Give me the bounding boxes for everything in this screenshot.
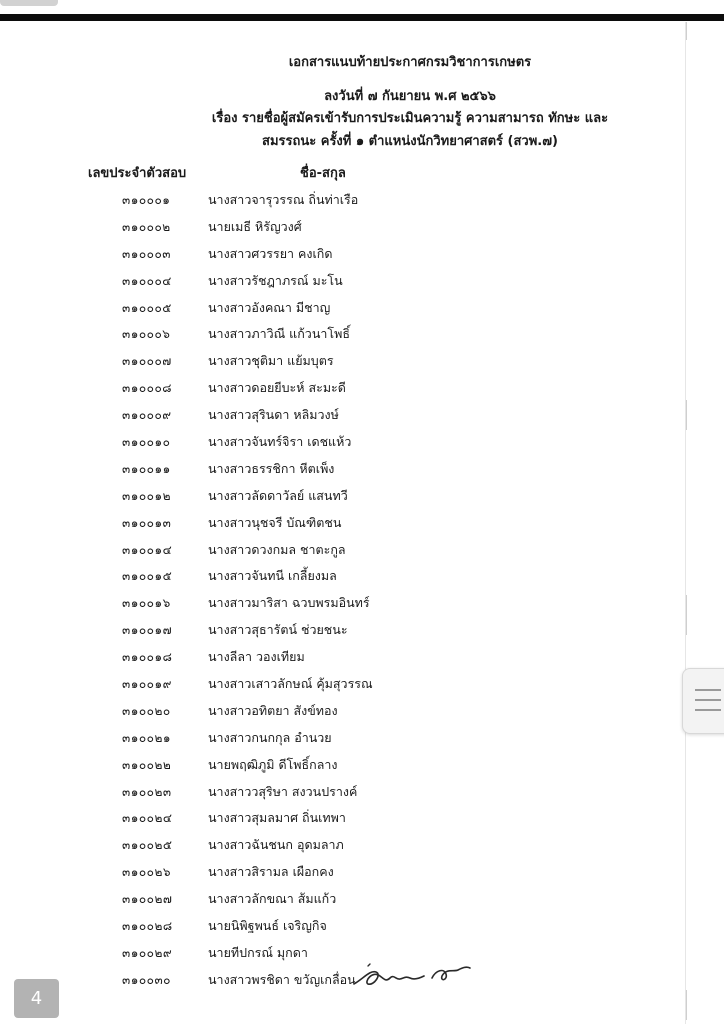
candidate-name: นางสาวสิรามล เผือกคง bbox=[208, 864, 334, 880]
table-row bbox=[0, 239, 724, 266]
exam-id: ๓๑๐๐๒๘ bbox=[122, 919, 173, 934]
candidate-name: นางสาวสุรินดา หลิมวงษ์ bbox=[208, 407, 339, 423]
table-row bbox=[0, 454, 724, 481]
exam-id: ๓๑๐๐๐๗ bbox=[122, 354, 172, 369]
candidate-name: นางสาวธรรชิกา หีตเพ็ง bbox=[208, 460, 335, 476]
exam-id: ๓๑๐๐๒๑ bbox=[122, 730, 171, 745]
exam-id: ๓๑๐๐๒๕ bbox=[122, 838, 173, 853]
exam-id: ๓๑๐๐๑๗ bbox=[122, 623, 173, 638]
exam-id: ๓๑๐๐๑๒ bbox=[122, 488, 171, 503]
candidate-name: นางสาววสุริษา สงวนปรางค์ bbox=[208, 783, 358, 799]
exam-id: ๓๑๐๐๐๑ bbox=[122, 193, 171, 207]
candidate-name: นางสาวลัดดาวัลย์ แสนทวี bbox=[208, 487, 348, 503]
exam-id: ๓๑๐๐๒๙ bbox=[122, 945, 173, 960]
exam-id: ๓๑๐๐๐๙ bbox=[122, 408, 172, 423]
table-row bbox=[0, 508, 724, 535]
edge-mark bbox=[686, 990, 687, 1020]
column-header-full-name: ชื่อ-สกุล bbox=[300, 166, 346, 181]
edge-mark bbox=[686, 22, 687, 40]
exam-id: ๓๑๐๐๒๗ bbox=[122, 892, 173, 907]
exam-id: ๓๑๐๐๑๖ bbox=[122, 596, 171, 611]
candidate-name: นางสาวสุธารัตน์ ช่วยชนะ bbox=[208, 622, 348, 638]
exam-id: ๓๑๐๐๒๖ bbox=[122, 865, 171, 880]
table-row bbox=[0, 588, 724, 615]
page-number-badge: 4 bbox=[14, 979, 59, 1018]
candidate-name: นางสาวนุชจรี บัณฑิตชน bbox=[208, 514, 342, 530]
candidate-name: นางสาวจารุวรรณ ถิ่นท่าเรือ bbox=[208, 192, 359, 207]
table-row bbox=[0, 293, 724, 320]
exam-id: ๓๑๐๐๒๒ bbox=[122, 757, 172, 772]
table-row bbox=[0, 857, 724, 884]
exam-id: ๓๑๐๐๐๕ bbox=[122, 300, 172, 315]
document-date: ลงวันที่ ๗ กันยายน พ.ศ ๒๕๖๖ bbox=[324, 89, 496, 104]
table-row bbox=[0, 884, 724, 911]
exam-id: ๓๑๐๐๑๕ bbox=[122, 569, 173, 584]
exam-id: ๓๑๐๐๑๓ bbox=[122, 515, 172, 530]
exam-id: ๓๑๐๐๑๙ bbox=[122, 677, 172, 692]
candidate-name: นางสาวจันทนี เกลี้ยงมล bbox=[208, 568, 337, 584]
table-row bbox=[0, 346, 724, 373]
candidate-name: นางสาวฉันชนก อุดมลาภ bbox=[208, 837, 344, 853]
candidate-list bbox=[0, 185, 724, 992]
exam-id: ๓๑๐๐๐๖ bbox=[122, 327, 171, 342]
table-row bbox=[0, 185, 724, 212]
exam-id: ๓๑๐๐๐๒ bbox=[122, 219, 171, 234]
table-row bbox=[0, 400, 724, 427]
table-row bbox=[0, 669, 724, 696]
table-row bbox=[0, 750, 724, 777]
candidate-name: นางสาวรัชฎาภรณ์ มะโน bbox=[208, 272, 343, 288]
table-row bbox=[0, 561, 724, 588]
candidate-name: นางสาวลักขณา ส้มแก้ว bbox=[208, 891, 337, 907]
candidate-name: นางสาวอทิตยา สังข์ทอง bbox=[208, 702, 338, 718]
candidate-name: นางสาวชุติมา แย้มบุตร bbox=[208, 353, 334, 369]
exam-id: ๓๑๐๐๐๓ bbox=[122, 246, 171, 261]
column-header-exam-id: เลขประจำตัวสอบ bbox=[88, 166, 187, 181]
candidate-name: นายเมธี หิรัญวงศ์ bbox=[208, 218, 302, 234]
table-row bbox=[0, 723, 724, 750]
exam-id: ๓๑๐๐๐๔ bbox=[122, 273, 172, 288]
table-row bbox=[0, 266, 724, 293]
table-row bbox=[0, 319, 724, 346]
table-row bbox=[0, 615, 724, 642]
exam-id: ๓๑๐๐๒๓ bbox=[122, 784, 172, 799]
candidate-name: นางสาวจันทร์จิรา เดชแห้ว bbox=[208, 434, 352, 450]
table-row bbox=[0, 830, 724, 857]
table-row bbox=[0, 212, 724, 239]
candidate-name: นางสาวเสาวลักษณ์ คุ้มสุวรรณ bbox=[208, 676, 373, 692]
candidate-name: นางสาวกนกกุล อำนวย bbox=[208, 729, 332, 745]
exam-id: ๓๑๐๐๑๐ bbox=[122, 435, 171, 450]
candidate-name: นายนิพิฐพนธ์ เจริญกิจ bbox=[208, 918, 327, 934]
exam-id: ๓๑๐๐๒๐ bbox=[122, 703, 171, 718]
exam-id: ๓๑๐๐๐๘ bbox=[122, 381, 173, 396]
table-row bbox=[0, 696, 724, 723]
table-row bbox=[0, 535, 724, 562]
viewer-menu-button[interactable] bbox=[682, 668, 724, 734]
table-row bbox=[0, 481, 724, 508]
top-toolbar-stub bbox=[0, 0, 58, 6]
handwritten-signature-icon bbox=[350, 958, 475, 992]
exam-id: ๓๑๐๐๓๐ bbox=[122, 972, 171, 987]
candidate-name: นางสาวพรชิดา ขวัญเกลื่อน bbox=[208, 971, 356, 987]
candidate-name: นางสาวมาริสา ฉวบพรมอินทร์ bbox=[208, 595, 370, 611]
candidate-name: นางสาวสุมลมาศ ถิ่นเทพา bbox=[208, 810, 346, 826]
document-subject-line-1: เรื่อง รายชื่อผู้สมัครเข้ารับการประเมินความรู้ ความสามารถ ทักษะ และ bbox=[211, 111, 609, 126]
candidate-name: นางสาวภาวิณี แก้วนาโพธิ์ bbox=[208, 326, 350, 342]
document-title: เอกสารแนบท้ายประกาศกรมวิชาการเกษตร bbox=[288, 55, 532, 70]
exam-id: ๓๑๐๐๒๔ bbox=[122, 811, 173, 826]
candidate-name: นายพฤฒิภูมิ ดีโพธิ์กลาง bbox=[208, 756, 338, 772]
table-row bbox=[0, 373, 724, 400]
candidate-name: นางลีลา วองเทียม bbox=[208, 649, 305, 665]
table-row bbox=[0, 642, 724, 669]
exam-id: ๓๑๐๐๑๑ bbox=[122, 461, 171, 476]
exam-id: ๓๑๐๐๑๔ bbox=[122, 542, 173, 557]
candidate-name: นางสาวดวงกมล ชาตะกูล bbox=[208, 541, 346, 557]
table-row bbox=[0, 427, 724, 454]
table-row bbox=[0, 803, 724, 830]
candidate-name: นางสาวอังคณา มีชาญ bbox=[208, 299, 331, 315]
table-row bbox=[0, 911, 724, 938]
candidate-name: นางสาวดอยยีบะห์ สะมะดี bbox=[208, 380, 346, 396]
exam-id: ๓๑๐๐๑๘ bbox=[122, 650, 173, 665]
candidate-name: นางสาวศวรรยา คงเกิด bbox=[208, 245, 333, 261]
table-row bbox=[0, 777, 724, 804]
document-subject-line-2: สมรรถนะ ครั้งที่ ๑ ตำแหน่งนักวิทยาศาสตร์ (สวพ.๗) bbox=[262, 134, 558, 149]
page-top-border bbox=[0, 14, 724, 21]
candidate-name: นายทีปกรณ์ มุกดา bbox=[208, 944, 308, 960]
